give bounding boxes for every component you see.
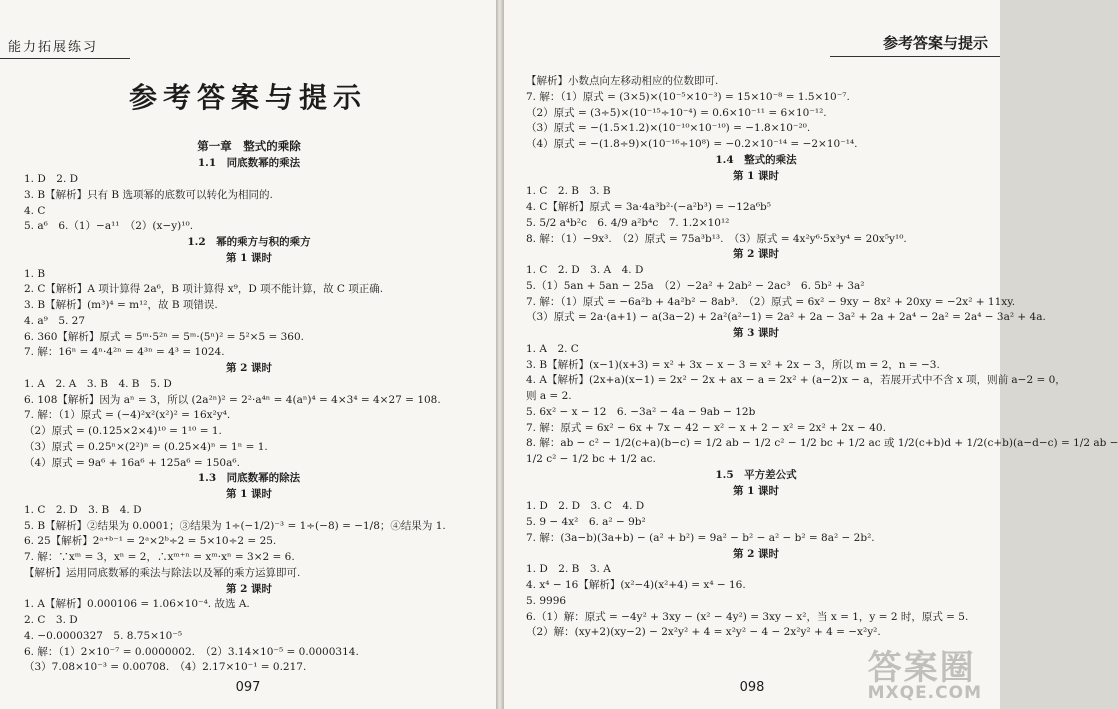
section-heading: 第 1 课时: [225, 251, 273, 264]
watermark-logo: [868, 640, 982, 703]
section-heading: 1.3 同底数幂的除法: [197, 472, 301, 485]
answer-line: 6.（1）解：原式 = −4y² + 3xy − (x² − 4y²) = 3xy − x²，当 x = 1，y = 2 时，原式 = 5.: [526, 610, 969, 623]
watermark-text: 答案圈: [867, 648, 976, 688]
section-heading: 第一章 整式的乘除: [197, 139, 301, 153]
answer-line: 1. D 2. B 3. A: [526, 563, 611, 576]
right-header-rule: [830, 56, 1000, 57]
section-heading: 第 2 课时: [225, 582, 273, 595]
answer-line: 1. A 2. C: [526, 342, 579, 355]
answer-line: 5. 6x² − x − 12 6. −3a² − 4a − 9ab − 12b: [526, 405, 756, 418]
answer-line: 5. 5/2 a⁴b²c 6. 4/9 a²b⁴c 7. 1.2×10¹²: [526, 216, 730, 229]
section-heading: 第 1 课时: [225, 488, 273, 500]
answer-line: 5. 9996: [526, 594, 567, 607]
answer-line: 1. D 2. D 3. C 4. D: [526, 500, 645, 513]
answer-line: 5.（1）5an + 5an − 25a （2）−2a² + 2ab² − 2ac³ 6. 5b² + 3a²: [526, 279, 865, 292]
answer-line: 1. A【解析】0.000106 = 1.06×10⁻⁴. 故选 A.: [24, 598, 250, 611]
left-page-number: 097: [235, 680, 261, 695]
answer-line: 2. C【解析】A 项计算得 2a⁶，B 项计算得 x⁹，D 项不能计算，故 C 项正确.: [24, 283, 384, 296]
answer-line: 4. a⁹ 5. 27: [24, 314, 86, 327]
answer-line: 4. A【解析】(2x+a)(x−1) = 2x² − 2x + ax − a = 2x² + (a−2)x − a，若展开式中不含 x 项，则前 a−2 = 0，: [526, 374, 1066, 387]
section-heading: 第 2 课时: [732, 547, 780, 560]
section-heading: 第 2 课时: [225, 362, 273, 374]
left-answer-body: [24, 138, 474, 676]
answer-line: （4）原式 = −(1.8÷9)×(10⁻¹⁶÷10⁸) = −0.2×10⁻¹⁴ = −2×10⁻¹⁴.: [526, 138, 858, 150]
answer-line: 【解析】小数点向左移动相应的位数即可.: [526, 75, 719, 87]
right-answer-body: [526, 74, 1118, 641]
answer-line: 4. C: [24, 204, 46, 217]
answer-line: 5. B【解析】②结果为 0.0001；③结果为 1÷(−1/2)⁻³ = 1÷(−8) = −1/8；④结果为 1.: [24, 519, 446, 532]
answer-line: （2）原式 = (3÷5)×(10⁻¹⁵÷10⁻⁴) = 0.6×10⁻¹¹ = 6×10⁻¹².: [526, 106, 827, 119]
answer-line: 4. x⁴ − 16【解析】(x²−4)(x²+4) = x⁴ − 16.: [526, 579, 746, 591]
book-gutter: [496, 0, 504, 709]
answer-line: （2）解：(xy+2)(xy−2) − 2x²y² + 4 = x²y² − 4 − 2x²y² + 4 = −x²y².: [526, 626, 881, 639]
answer-line: 1/2 c² − 1/2 bc + 1/2 ac.: [526, 453, 656, 465]
answer-line: （3）原式 = 0.25ⁿ×(2²)ⁿ = (0.25×4)ⁿ = 1ⁿ = 1.: [24, 440, 268, 453]
answer-line: 7. 解：∵xᵐ = 3，xⁿ = 2，∴xᵐ⁺ⁿ = xᵐ·xⁿ = 3×2 = 6.: [24, 551, 295, 563]
answer-line: 3. B【解析】只有 B 选项幂的底数可以转化为相同的.: [24, 188, 273, 201]
section-heading: 第 1 课时: [732, 484, 780, 497]
answer-line: 8. 解：（1）−9x³. （2）原式 = 75a³b¹³. （3）原式 = 4x²y⁶·5x³y⁴ = 20x⁵y¹⁰.: [526, 232, 907, 245]
answer-line: 7. 解：(3a−b)(3a+b) − (a² + b²) = 9a² − b² − a² − b² = 8a² − 2b².: [526, 531, 875, 544]
section-heading: 第 2 课时: [732, 248, 780, 261]
section-heading: 1.2 幂的乘方与积的乘方: [187, 236, 311, 248]
document-title: 参考答案与提示: [128, 81, 367, 114]
answer-line: 【解析】运用同底数幂的乘法与除法以及幂的乘方运算即可.: [24, 566, 301, 579]
answer-line: 1. D 2. D: [24, 173, 79, 185]
left-running-header: 能力拓展练习: [8, 40, 99, 55]
section-heading: 第 1 课时: [732, 169, 780, 182]
left-header-rule: [0, 58, 130, 59]
answer-line: 1. A 2. A 3. B 4. B 5. D: [24, 377, 172, 390]
answer-line: （3）原式 = −(1.5×1.2)×(10⁻¹⁰×10⁻¹⁰) = −1.8×10⁻²⁰.: [526, 122, 811, 135]
right-page: [504, 0, 1118, 709]
left-page: [0, 0, 496, 709]
answer-line: 4. C【解析】原式 = 3a·4a³b²·(−a²b³) = −12a⁶b⁵: [526, 201, 771, 213]
section-heading: 1.1 同底数幂的乘法: [197, 157, 301, 170]
answer-line: 7. 解：（1）原式 = −6a²b + 4a²b² − 8ab³. （2）原式 = 6x² − 9xy − 8x² + 20xy = −2x² + 11xy.: [526, 295, 1016, 308]
section-heading: 1.4 整式的乘法: [715, 153, 797, 166]
answer-line: 7. 解：16ⁿ = 4ⁿ·4²ⁿ = 4³ⁿ = 4³ = 1024.: [24, 346, 225, 359]
answer-line: 4. −0.0000327 5. 8.75×10⁻⁵: [24, 629, 183, 642]
section-heading: 第 3 课时: [732, 327, 780, 339]
answer-line: 1. B: [24, 267, 46, 280]
answer-line: 7. 解：原式 = 6x² − 6x + 7x − 42 − x² − x + 2 − x² = 2x² + 2x − 40.: [526, 421, 886, 434]
answer-line: 1. C 2. D 3. B 4. D: [24, 503, 142, 516]
answer-line: （3）7.08×10⁻³ = 0.00708. （4）2.17×10⁻¹ = 0.217.: [24, 661, 307, 674]
section-heading: 1.5 平方差公式: [715, 468, 797, 481]
answer-line: （4）原式 = 9a⁶ + 16a⁶ + 125a⁶ = 150a⁶.: [24, 456, 240, 469]
answer-line: 则 a = 2.: [526, 390, 572, 402]
answer-line: 7. 解：（1）原式 = (3×5)×(10⁻⁵×10⁻³) = 15×10⁻⁸ = 1.5×10⁻⁷.: [526, 90, 850, 103]
answer-line: 2. C 3. D: [24, 614, 78, 626]
answer-line: 1. C 2. B 3. B: [526, 185, 611, 198]
answer-line: 6. 108【解析】因为 aⁿ = 3，所以 (2a²ⁿ)² = 2²·a⁴ⁿ = 4(aⁿ)⁴ = 4×3⁴ = 4×27 = 108.: [24, 393, 441, 406]
right-running-header: 参考答案与提示: [882, 34, 988, 52]
answer-line: 7. 解：（1）原式 = (−4)²x²(x²)² = 16x²y⁴.: [24, 409, 231, 422]
answer-line: 3. B【解析】(m³)⁴ = m¹²，故 B 项错误.: [24, 299, 218, 311]
answer-line: 6. 解：（1）2×10⁻⁷ = 0.0000002. （2）3.14×10⁻⁵ = 0.0000314.: [24, 645, 359, 658]
answer-line: 5. 9 − 4x² 6. a² − 9b²: [526, 516, 646, 528]
answer-line: 1. C 2. D 3. A 4. D: [526, 264, 644, 276]
answer-line: （2）原式 = (0.125×2×4)¹⁰ = 1¹⁰ = 1.: [24, 425, 222, 437]
answer-line: 6. 360【解析】原式 = 5ᵐ·5²ⁿ = 5ᵐ·(5ⁿ)² = 5²×5 = 360.: [24, 330, 305, 343]
answer-line: 5. a⁶ 6.（1）−a¹¹ （2）(x−y)¹⁰.: [24, 220, 194, 233]
answer-line: 8. 解：ab − c² − 1/2(c+a)(b−c) = 1/2 ab − 1/2 c² − 1/2 bc + 1/2 ac 或 1/2(c+b)d + 1/2(c+b)(a−d−c) = 1/2 ab −: [526, 437, 1118, 450]
answer-line: 3. B【解析】(x−1)(x+3) = x² + 3x − x − 3 = x² + 2x − 3，所以 m = 2，n = −3.: [526, 358, 940, 371]
answer-line: 6. 25【解析】2ᵃ⁺ᵇ⁻¹ = 2ᵃ×2ᵇ÷2 = 5×10÷2 = 25.: [24, 535, 277, 548]
right-page-number: 098: [739, 680, 765, 695]
watermark-url: MXQE.COM: [867, 683, 982, 703]
answer-line: （3）原式 = 2a·(a+1) − a(3a−2) + 2a²(a²−1) = 2a² + 2a − 3a² + 2a + 2a⁴ − 2a² = 2a⁴ − 3a² + 4a.: [526, 311, 1046, 324]
